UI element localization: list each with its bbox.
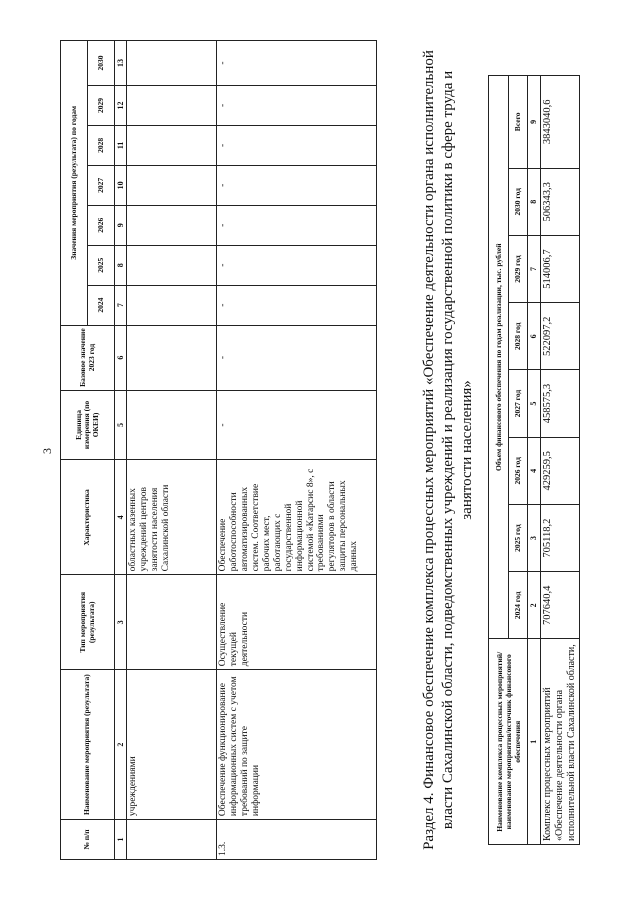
index-cell: 9: [528, 76, 541, 169]
index-cell: 3: [115, 575, 127, 670]
row-num: [127, 820, 217, 860]
header-year: 2027: [88, 165, 115, 205]
header-year: 2030: [88, 41, 115, 86]
index-cell: 4: [115, 460, 127, 575]
index-cell: 7: [115, 285, 127, 325]
row-year-value: -: [217, 205, 377, 245]
row-name: учреждениями: [127, 670, 217, 820]
row-characteristic: Обеспечение работоспособности автоматизированных систем. Соответствие рабочих мест, работающих с государственной информационной системой «Катарсис 8», с требованиями регуляторов в области защиты персональных данных: [217, 460, 377, 575]
header-year: 2030 год: [508, 168, 528, 235]
header-name: Наименование комплекса процессных мероприятий/наименование мероприятия/источник финансового обеспечения: [489, 639, 528, 845]
row-name: Обеспечение функционирование информационных систем с учетом требований по защите информации: [217, 670, 377, 820]
measures-values-table: [60, 40, 377, 860]
row-name: Комплекс процессных мероприятий «Обеспечение деятельности органа исполнительной власти Сахалинской области,: [540, 639, 579, 845]
index-cell: 5: [528, 370, 541, 437]
header-year: 2027 год: [508, 370, 528, 437]
header-type: Тип мероприятия (результата): [61, 575, 115, 670]
index-cell: 8: [528, 168, 541, 235]
header-year: 2024 год: [508, 572, 528, 639]
row-unit: [127, 390, 217, 460]
row-year-value: 506343,3: [540, 168, 579, 235]
table-row: [127, 41, 217, 860]
index-cell: 11: [115, 125, 127, 165]
table-row: [217, 41, 377, 860]
row-year-value: -: [217, 85, 377, 125]
row-base: -: [217, 325, 377, 390]
index-cell: 8: [115, 245, 127, 285]
index-cell: 1: [115, 820, 127, 860]
row-year-value: [127, 205, 217, 245]
header-year: 2025: [88, 245, 115, 285]
row-total: 3843040,6: [540, 76, 579, 169]
index-cell: 2: [528, 572, 541, 639]
row-year-value: [127, 85, 217, 125]
row-type: [127, 575, 217, 670]
row-year-value: -: [217, 125, 377, 165]
row-year-value: -: [217, 285, 377, 325]
index-cell: 2: [115, 670, 127, 820]
row-year-value: [127, 285, 217, 325]
header-base-value: Базовое значение 2023 год: [61, 325, 115, 390]
row-base: [127, 325, 217, 390]
header-year: 2026 год: [508, 437, 528, 504]
funding-table: [488, 75, 580, 845]
row-characteristic: областных казенных учреждений центров занятости населения Сахалинской области: [127, 460, 217, 575]
header-year: 2024: [88, 285, 115, 325]
index-cell: 6: [528, 303, 541, 370]
header-year: 2025 год: [508, 504, 528, 571]
header-year: 2029 год: [508, 235, 528, 302]
index-cell: 3: [528, 504, 541, 571]
header-name: Наименование мероприятия (результата): [61, 670, 115, 820]
header-unit: Единица измерения (по ОКЕИ): [61, 390, 115, 460]
index-cell: 4: [528, 437, 541, 504]
row-year-value: 458575,3: [540, 370, 579, 437]
header-num: № п/п: [61, 820, 115, 860]
index-cell: 13: [115, 41, 127, 86]
row-year-value: 707640,4: [540, 572, 579, 639]
index-cell: 9: [115, 205, 127, 245]
row-type: Осуществление текущей деятельности: [217, 575, 377, 670]
header-year: 2028 год: [508, 303, 528, 370]
page-number: 3: [40, 448, 54, 454]
table-row: [540, 76, 579, 845]
row-year-value: -: [217, 245, 377, 285]
header-characteristic: Характеристика: [61, 460, 115, 575]
row-year-value: [127, 245, 217, 285]
index-cell: 7: [528, 235, 541, 302]
row-year-value: [127, 125, 217, 165]
row-year-value: -: [217, 41, 377, 86]
row-year-value: [127, 165, 217, 205]
row-year-value: 514006,7: [540, 235, 579, 302]
row-year-value: -: [217, 165, 377, 205]
row-year-value: 429259,5: [540, 437, 579, 504]
index-cell: 5: [115, 390, 127, 460]
row-year-value: 522097,2: [540, 303, 579, 370]
row-year-value: 705118,2: [540, 504, 579, 571]
section-heading: Раздел 4. Финансовое обеспечение комплекса процессных мероприятий «Обеспечение деятельности органа исполнительной власти Сахалинской области, подведомственных учреждений и реализация государственной политики в сфере труда и занятости населения»: [421, 50, 475, 850]
row-unit: -: [217, 390, 377, 460]
header-year: 2029: [88, 85, 115, 125]
header-funding-group: Объем финансового обеспечения по годам реализации, тыс. рублей: [489, 76, 509, 639]
header-values-by-year: Значения мероприятия (результата) по годам: [61, 41, 88, 326]
header-year: 2026: [88, 205, 115, 245]
row-year-value: [127, 41, 217, 86]
rotated-page-content: [60, 40, 635, 860]
index-cell: 12: [115, 85, 127, 125]
index-cell: 6: [115, 325, 127, 390]
header-total: Всего: [508, 76, 528, 169]
header-year: 2028: [88, 125, 115, 165]
index-cell: 10: [115, 165, 127, 205]
row-num: 1.3.: [217, 820, 377, 860]
index-cell: 1: [528, 639, 541, 845]
column-index-row: [115, 41, 127, 860]
column-index-row: [528, 76, 541, 845]
